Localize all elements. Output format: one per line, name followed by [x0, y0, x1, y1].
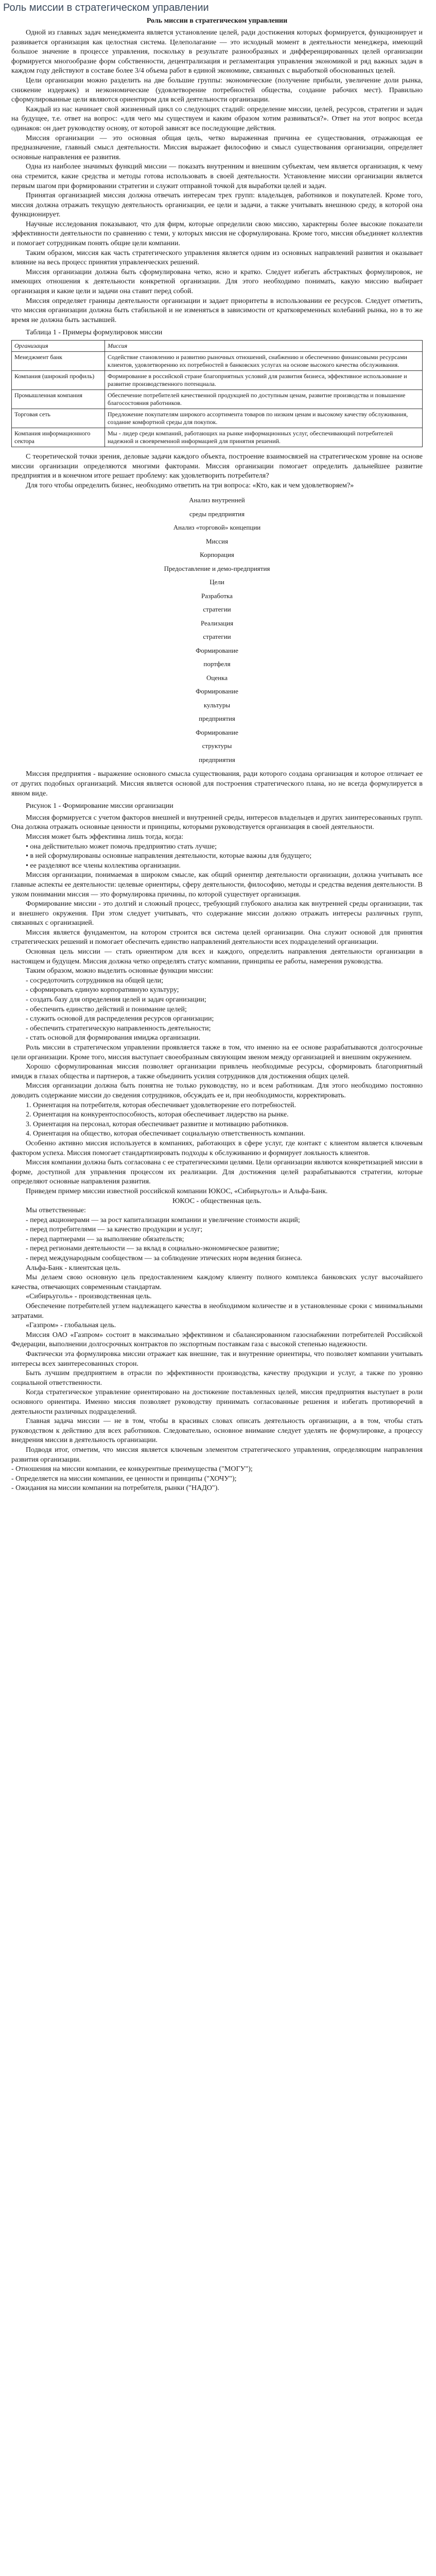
paragraph: Приведем пример миссии известной российской компании ЮКОС, «Сибирьуголь» и Альфа-Банк.: [26, 1187, 328, 1195]
paragraph: Одной из главных задач менеджмента является установление целей, ради достижения которых формируется, функционирует и развивается организация как целостная система. Целеполагание — это исходный момент в деятельности менеджера, имеющий большое значение в процессе управления, поскольку в результате разнообразных и дифференцированных целей организации формируется многообразие форм собственности, децентрализация и регламентация управления экономикой и ряд важных задач в каждом году действуют в составе более 3/4 объема работ в единой экономике, связанных с выработкой обоснованных целей.: [11, 29, 423, 75]
list-item: 2. Ориентация на конкурентоспособность, которая обеспечивает лидерство на рынке.: [26, 1111, 289, 1119]
list-item: • она действительно может помочь предприятию стать лучше;: [26, 842, 217, 851]
mission-formation-figure: [11, 494, 423, 767]
figure-item: среды предприятия: [189, 510, 245, 518]
table-row: [12, 428, 423, 447]
paragraph: «Газпром» - глобальная цель.: [26, 1321, 116, 1330]
figure-item: Предоставление и демо-предприятия: [164, 564, 270, 572]
section-mission-definition: [11, 770, 423, 967]
mission-examples-table: [11, 340, 423, 447]
figure-item: предприятия: [199, 715, 235, 723]
paragraph: Миссия является фундаментом, на котором строится вся система целей организации. Она служит основой для принятия стратегических решений и помогает обеспечить единство направлений деятельности всех подразделений организации.: [11, 928, 423, 946]
table-cell: Менеджмент банк: [12, 352, 105, 371]
paragraph: Миссия определяет границы деятельности организации и задает приоритеты в использовании ее ресурсов. Следует отметить, что миссия организации должна быть стабильной и не изменяться в зависимости от кратковременных колебаний рынка, но в то же время не должна быть застывшей.: [11, 297, 423, 324]
table-cell: Формирование в российской стране благоприятных условий для развития бизнеса, эффективное использование и развитие производственного потенциала.: [105, 371, 423, 390]
figure-caption: Рисунок 1 - Формирование миссии организации: [26, 802, 173, 810]
table-cell: Предложение покупателям широкого ассортимента товаров по низким ценам и высокому качеству обслуживания, создание комфортной среды для покупок.: [105, 409, 423, 428]
figure-item: Формирование: [196, 728, 238, 736]
list-item: - перед международным сообществом — за соблюдение этических норм ведения бизнеса.: [26, 1255, 303, 1263]
list-item: • ее разделяют все члены коллектива организации.: [26, 861, 181, 870]
paragraph: Научные исследования показывают, что для фирм, которые определили свою миссию, характерны более высокие показатели эффективности деятельности по сравнению с теми, у которых миссия не сформулирована. Кроме того, миссия объединяет коллектив и помогает сотрудникам понять общие цели компании.: [11, 220, 423, 248]
figure-item: Разработка: [201, 591, 233, 600]
list-item: - перед партнерами — за выполнение обязательств;: [26, 1235, 184, 1243]
table-row: [12, 390, 423, 409]
figure-item: Анализ внутренней: [189, 496, 245, 504]
list-item: • в ней сформулированы основные направления деятельности, которые важны для будущего;: [26, 852, 312, 860]
paragraph: Подводя итог, отметим, что миссия является ключевым элементом стратегического управления, определяющим направления развития организации.: [11, 1446, 423, 1464]
list-item: - Определяется на миссии компании, ее ценности и принципы ("ХОЧУ");: [11, 1475, 237, 1483]
figure-item: структуры: [202, 742, 232, 750]
column-header: Организация: [12, 341, 105, 352]
paragraph: Роль миссии в стратегическом управлении проявляется также в том, что именно на ее основе разрабатываются долгосрочные цели организации. Кроме того, миссия выступает своеобразным связующим звеном между организацией и внешним окружением.: [11, 1044, 423, 1061]
paragraph: Формирование миссии - это долгий и сложный процесс, требующий глубокого анализа как внутренней среды организации, так и внешнего окружения. При этом следует учитывать, что содержание миссии должно отражать интересы различных групп, связанных с организацией.: [11, 900, 423, 927]
list-item: - Отношения на миссии компании, ее конкурентные преимущества ("МОГУ");: [11, 1465, 253, 1473]
paragraph: Альфа-Банк - клиентская цель.: [26, 1264, 121, 1272]
paragraph: «Сибирьуголь» - производственная цель.: [26, 1293, 152, 1301]
list-item: - создать базу для определения целей и задач организации;: [26, 996, 206, 1004]
paragraph: Цели организации можно разделить на две большие группы: экономические (получение прибыли, увеличение доли рынка, снижение издержек) и неэкономические (удовлетворение потребностей общества, создание рабочих мест). Правильно сформулированные цели являются ориентиром для всей деятельности организации.: [11, 76, 423, 104]
table-cell: Торговая сеть: [12, 409, 105, 428]
table-cell: Мы - лидер среди компаний, работающих на рынке информационных услуг, обеспечивающий потребителей надежной и своевременной информацией для принятия решений.: [105, 428, 423, 447]
paragraph: Хорошо сформулированная миссия позволяет организации привлечь необходимые ресурсы, сформировать благоприятный имидж в глазах общества и партнеров, а также объединить усилия сотрудников для достижения общих целей.: [11, 1063, 423, 1080]
paragraph: Миссия предприятия - выражение основного смысла существования, ради которого создана организация и которое отличает ее от других подобных организаций. Миссия является основой для построения стратегического плана, но не всегда формулируется в явном виде.: [11, 770, 423, 798]
paragraph: Миссия компании должна быть согласована с ее стратегическими целями. Цели организации являются конкретизацией миссии в форме, доступной для управления процессом их реализации. Для достижения целей разрабатываются стратегии, которые определяют основные направления развития.: [11, 1159, 423, 1186]
table-row: [12, 409, 423, 428]
figure-item: портфеля: [203, 660, 231, 668]
paragraph: Когда стратегическое управление ориентировано на достижение поставленных целей, миссия предприятия выступает в роли основного ориентира. Именно миссия позволяет руководству принимать согласованные решения и избегать противоречий в деятельности различных подразделений.: [11, 1388, 423, 1416]
paragraph: Миссия организации, понимаемая в широком смысле, как общий ориентир деятельности организации, должна учитывать все главные аспекты ее деятельности: целевые ориентиры, сферу деятельности, философию, методы и средства ведения деятельности. В узком понимании миссия — это формулировка причины, по которой существует организация.: [11, 871, 423, 899]
section-intro: [11, 28, 423, 325]
paragraph: Мы ответственные:: [26, 1207, 86, 1215]
list-item: - сосредоточить сотрудников на общей цели;: [26, 976, 163, 985]
figure-item: Корпорация: [200, 551, 234, 559]
list-item: - перед акционерами — за рост капитализации компании и увеличение стоимости акций;: [26, 1216, 300, 1224]
figure-item: стратегии: [203, 633, 231, 641]
paragraph: Миссия организации должна быть сформулирована четко, ясно и кратко. Следует избегать абстрактных формулировок, не имеющих отношения к деятельности конкретной организации. Для этого необходимо понимать, какую миссию выбирает организация и какие цели и задачи она ставит перед собой.: [11, 268, 423, 296]
paragraph: Обеспечение потребителей углем надлежащего качества в необходимом количестве и в установленные сроки с минимальными затратами.: [11, 1302, 423, 1320]
figure-item: Формирование: [196, 646, 238, 654]
table-row: [12, 352, 423, 371]
paragraph: Миссия организации — это основная общая цель, четко выраженная причина ее существования, отражающая ее предназначение, главный смысл деятельности. Миссия выражает философию и смысл существования организации, определяет основные направления ее развития.: [11, 134, 423, 161]
paragraph: ЮКОС - общественная цель.: [172, 1197, 261, 1205]
figure-item: стратегии: [203, 605, 231, 614]
section-company-examples: [11, 1197, 423, 1369]
table-cell: Компания (широкий профиль): [12, 371, 105, 390]
section-mission-functions: [11, 967, 423, 1043]
list-item: - перед регионами деятельности — за вклад в социально-экономическое развитие;: [26, 1245, 280, 1253]
list-item: - служить основой для распределения ресурсов организации;: [26, 1015, 214, 1023]
table-cell: Содействие становлению и развитию рыночных отношений, снабжению и обеспечению финансовыми ресурсами клиентов, удовлетворению их потребностей в банковских услугах на основе высокого качества обслуживания.: [105, 352, 423, 371]
page-title: Роль миссии в стратегическом управлении: [3, 2, 209, 13]
paragraph: С теоретической точки зрения, деловые задачи каждого объекта, построение взаимосвязей на стратегическом уровне на основе миссии организации определяются многими факторами. Миссия организации помогает определить дальнейшее развитие предприятия и в конечном итоге решает проблему: как удовлетворить потребителя?: [11, 453, 423, 480]
figure-item: Формирование: [196, 687, 238, 696]
paragraph: Одна из наиболее значимых функций миссии — показать внутренним и внешним субъектам, чем является организация, к чему она стремится, какие средства и методы готова использовать в своей деятельности. Установление миссии организации является первым шагом при формировании стратегии и служит отправной точкой для выработки целей и задач.: [11, 163, 423, 190]
list-item: 1. Ориентация на потребителя, которая обеспечивает удовлетворение его потребностей.: [26, 1101, 297, 1109]
figure-item: культуры: [203, 701, 231, 709]
section-conclusion: [11, 1369, 423, 1494]
list-item: - Ожидания на миссии компании на потребителя, рынки ("НАДО").: [11, 1484, 219, 1493]
figure-item: Миссия: [206, 537, 228, 545]
list-item: 4. Ориентация на общество, которая обеспечивает социальную ответственность компании.: [26, 1130, 305, 1138]
paragraph: Главная задача миссии — не в том, чтобы в красивых словах описать деятельность организации, а в том, чтобы стать руководством к действию для всех работников. Следовательно, основное внимание следует уделять не формулировке, а процессу внедрения миссии в деятельность организации.: [11, 1417, 423, 1445]
document-subtitle: Роль миссии в стратегическом управлении: [146, 17, 288, 25]
paragraph: Основная цель миссии — стать ориентиром для всех и каждого, определить направления деятельности организации в настоящем и будущем. Миссия должна четко определять статус компании, принципы ее работы, намерения руководства.: [11, 948, 423, 965]
table-row: [12, 371, 423, 390]
paragraph: Миссия может быть эффективна лишь тогда, когда:: [26, 833, 184, 841]
figure-item: предприятия: [199, 755, 235, 764]
paragraph: Мы делаем свою основную цель предоставлением каждому клиенту полного комплекса банковских услуг высочайшего качества, отвечающих современным стандартам.: [11, 1274, 423, 1291]
paragraph: Принятая организацией миссия должна отвечать интересам трех групп: владельцев, работников и покупателей. Кроме того, миссия должна отражать текущую деятельность организации, ее цели и задачи, а также учитывать внешнюю среду, в которой она функционирует.: [11, 192, 423, 219]
document-body: [0, 17, 436, 1494]
paragraph: Быть лучшим предприятием в отрасли по эффективности производства, качеству продукции и услуг, а также по уровню социальной ответственности.: [11, 1369, 423, 1387]
list-item: - стать основой для формирования имиджа организации.: [26, 1034, 200, 1042]
figure-item: Оценка: [206, 673, 228, 682]
paragraph: Особенно активно миссия используется в компаниях, работающих в сфере услуг, где контакт с клиентом является ключевым фактором успеха. Миссия помогает стандартизировать подходы к обслуживанию и формирует лояльность клиентов.: [11, 1139, 423, 1157]
paragraph: Для того чтобы определить бизнес, необходимо ответить на три вопроса: «Кто, как и чем удовлетворяем?»: [26, 481, 354, 489]
paragraph: Миссия организации должна быть понятна не только руководству, но и всем работникам. Для этого необходимо постоянно доводить содержание миссии до сведения сотрудников, обсуждать ее и, при необходимости, корректировать.: [11, 1082, 423, 1099]
section-strategic-role: [11, 1043, 423, 1197]
figure-item: Реализация: [200, 619, 234, 627]
table-cell: Обеспечение потребителей качественной продукцией по доступным ценам, развитие производства и повышение благосостояния работников.: [105, 390, 423, 409]
list-item: - обеспечить стратегическую направленность деятельности;: [26, 1024, 211, 1032]
list-item: - сформировать единую корпоративную культуру;: [26, 986, 179, 994]
page: [0, 2, 436, 1499]
paragraph: Миссия формируется с учетом факторов внешней и внутренней среды, интересов владельцев и других заинтересованных групп. Она должна отражать основные ценности и принципы, которыми руководствуется организация в своей деятельности.: [11, 814, 423, 832]
column-header: Миссия: [105, 341, 423, 352]
table-caption: Таблица 1 - Примеры формулировок миссии: [26, 329, 163, 337]
paragraph: Каждый из нас начинает свой жизненный цикл со следующих стадий: определение миссии, целей, ресурсов, стратегии и задач на будущее, т.е. ответ на вопрос: «для чего мы существуем и каким образом хотим развиваться?». Ответ на этот вопрос всегда одинаков: он дает руководству основу, от которой зависят все последующие действия.: [11, 105, 423, 132]
figure-item: Анализ «торговой» концепции: [173, 523, 261, 532]
figure-item: Цели: [210, 578, 224, 586]
list-item: - обеспечить единство действий и понимание целей;: [26, 1005, 187, 1013]
table-cell: Компания информационного сектора: [12, 428, 105, 447]
list-item: - перед потребителями — за качество продукции и услуг;: [26, 1226, 203, 1234]
paragraph: Миссия ОАО «Газпром» состоит в максимально эффективном и сбалансированном газоснабжении потребителей Российской Федерации, выполнении долгосрочных контрактов по экспортным поставкам газа с высокой степенью надежности.: [11, 1331, 423, 1349]
paragraph: Таким образом, миссия как часть стратегического управления является одним из основных направлений развития и оказывает влияние на весь процесс принятия управленческих решений.: [11, 249, 423, 267]
section-business-definition: [11, 452, 423, 490]
table-header-row: [12, 341, 423, 352]
paragraph: Фактически эта формулировка миссии отражает как внешние, так и внутренние ориентиры, что позволяет компании учитывать интересы всех заинтересованных сторон.: [11, 1350, 423, 1368]
table-cell: Промышленная компания: [12, 390, 105, 409]
paragraph: Таким образом, можно выделить основные функции миссии:: [26, 967, 214, 975]
list-item: 3. Ориентация на персонал, которая обеспечивает развитие и мотивацию работников.: [26, 1120, 289, 1128]
